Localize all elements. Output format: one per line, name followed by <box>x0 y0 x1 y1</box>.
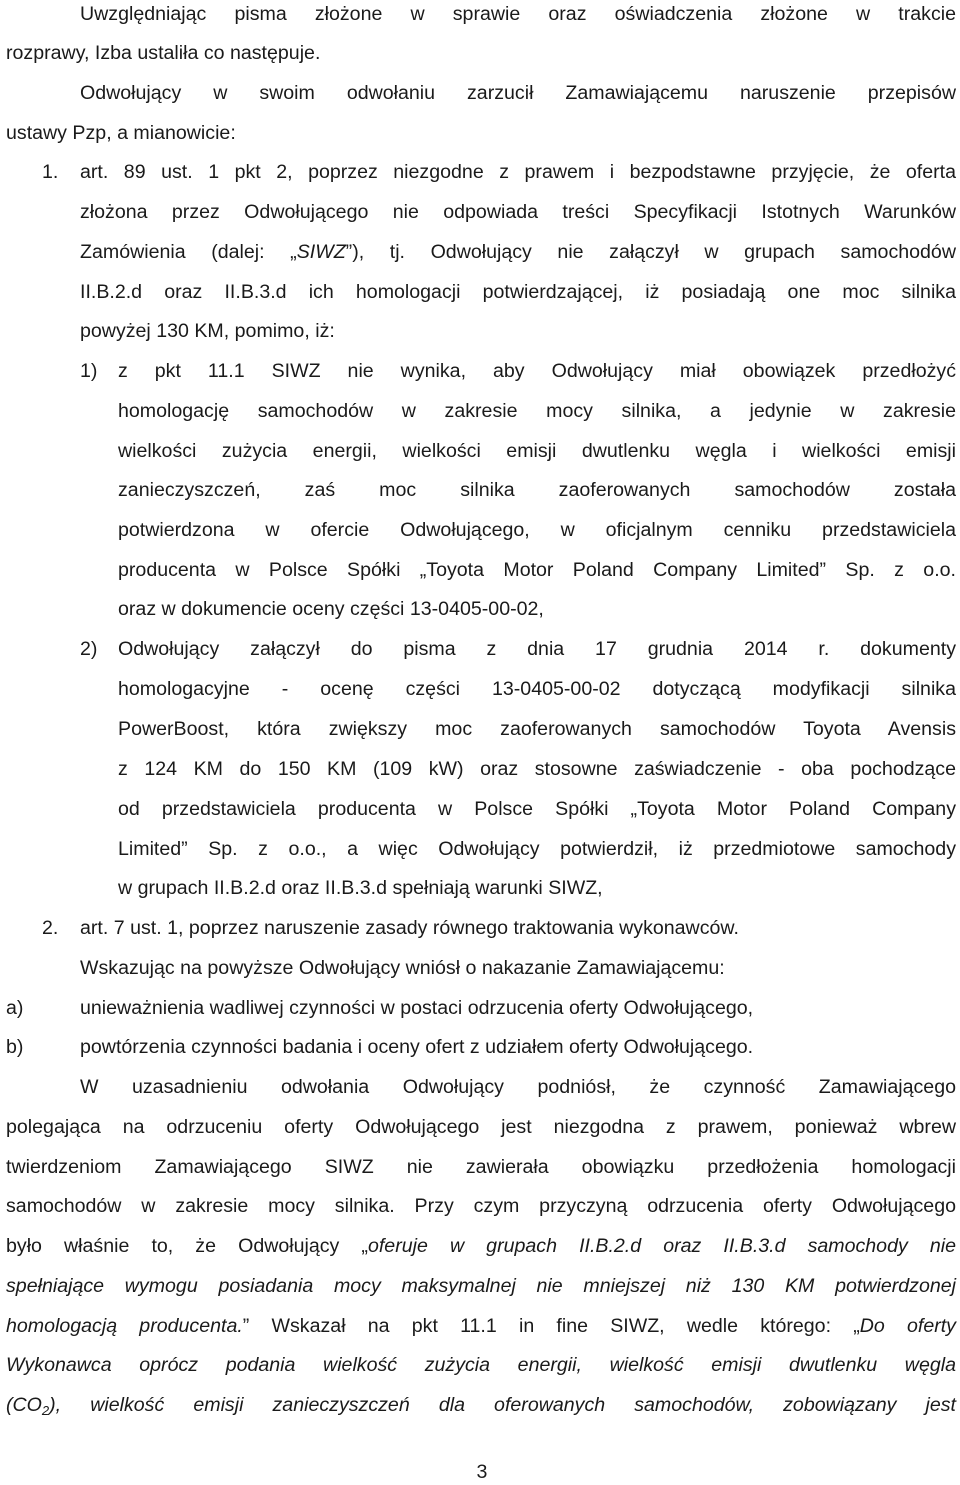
paragraph-line: ustawy Pzp, a mianowicie: <box>6 122 236 144</box>
sub-list-line: z 124 KM do 150 KM (109 kW) oraz stosowne zaświadczenie - oba pochodzące <box>118 758 956 780</box>
text-run: było właśnie to, że Odwołujący „ <box>6 1235 368 1257</box>
text-run: (CO <box>6 1394 42 1416</box>
list-item <box>0 159 960 185</box>
quote-italic: Wykonawca oprócz podania wielkość zużycia energii, wielkość emisji dwutlenku węgla <box>6 1354 956 1376</box>
page-number: 3 <box>476 1461 488 1483</box>
sub-list-number: 1) <box>80 360 98 382</box>
request-item-b <box>0 1034 960 1060</box>
request-item-a <box>0 995 960 1021</box>
quote-italic <box>6 1394 956 1416</box>
quote-italic: Do oferty <box>859 1315 956 1337</box>
paragraph-line <box>6 1392 956 1418</box>
list-item-line: złożona przez Odwołującego nie odpowiada treści Specyfikacji Istotnych Warunków <box>80 201 956 223</box>
siwz-italic: SIWZ <box>296 241 346 263</box>
sub-list-text: z pkt 11.1 SIWZ nie wynika, aby Odwołujący miał obowiązek przedłożyć <box>118 360 956 382</box>
sub-list-text: Odwołujący załączył do pisma z dnia 17 grudnia 2014 r. dokumenty <box>118 638 956 660</box>
sub-list-line: oraz w dokumencie oceny części 13-0405-00-02, <box>118 598 544 620</box>
sub-list-line: w grupach II.B.2.d oraz II.B.3.d spełniają warunki SIWZ, <box>118 877 603 899</box>
list-number: 2. <box>42 917 59 939</box>
quote-italic: spełniające wymogu posiadania mocy maksymalnej nie mniejszej niż 130 KM potwierdzonej <box>6 1275 956 1297</box>
request-text: powtórzenia czynności badania i oceny ofert z udziałem oferty Odwołującego. <box>80 1036 754 1058</box>
request-label: a) <box>6 997 24 1019</box>
list-item-line: II.B.2.d oraz II.B.3.d ich homologacji potwierdzającej, iż posiadają one moc silnika <box>80 281 956 303</box>
sub-list-line: PowerBoost, która zwiększy moc zaoferowanych samochodów Toyota Avensis <box>118 718 956 740</box>
paragraph-line <box>6 1352 956 1378</box>
paragraph-line: Odwołujący w swoim odwołaniu zarzucił Zamawiającemu naruszenie przepisów <box>80 82 956 104</box>
paragraph-line: twierdzeniom Zamawiającego SIWZ nie zawierała obowiązku przedłożenia homologacji <box>6 1156 956 1178</box>
sub-list-number: 2) <box>80 638 98 660</box>
list-number: 1. <box>42 161 59 183</box>
sub-list-item <box>0 358 960 384</box>
list-item-text: art. 89 ust. 1 pkt 2, poprzez niezgodne z prawem i bezpodstawne przyjęcie, że oferta <box>80 161 956 183</box>
quote-italic: oferuje w grupach II.B.2.d oraz II.B.3.d samochody nie <box>367 1235 956 1257</box>
text-run: Zamówienia (dalej: „ <box>80 241 297 263</box>
paragraph-line: rozprawy, Izba ustaliła co następuje. <box>6 42 321 64</box>
sub-list-line: zanieczyszczeń, zaś moc silnika zaoferowanych samochodów została <box>118 479 956 501</box>
sub-list-line: producenta w Polsce Spółki „Toyota Motor Poland Company Limited” Sp. z o.o. <box>118 559 956 581</box>
list-item-line <box>80 239 956 265</box>
paragraph-line: Uwzględniając pisma złożone w sprawie oraz oświadczenia złożone w trakcie <box>80 3 956 25</box>
paragraph-line: W uzasadnieniu odwołania Odwołujący podniósł, że czynność Zamawiającego <box>80 1076 956 1098</box>
text-run: ” Wskazał na pkt 11.1 in fine SIWZ, wedle którego: „ <box>242 1315 860 1337</box>
request-text: unieważnienia wadliwej czynności w postaci odrzucenia oferty Odwołującego, <box>80 997 754 1019</box>
paragraph-line <box>6 1233 956 1259</box>
sub-list-line: wielkości zużycia energii, wielkości emisji dwutlenku węgla i wielkości emisji <box>118 440 956 462</box>
request-label: b) <box>6 1036 24 1058</box>
paragraph-line: polegająca na odrzuceniu oferty Odwołującego jest niezgodna z prawem, ponieważ wbrew <box>6 1116 956 1138</box>
paragraph-line <box>6 1313 956 1339</box>
quote-italic: homologacją producenta. <box>6 1315 243 1337</box>
sub-list-line: potwierdzona w ofercie Odwołującego, w oficjalnym cenniku przedstawiciela <box>118 519 956 541</box>
paragraph-line: samochodów w zakresie mocy silnika. Przy czym przyczyną odrzucenia oferty Odwołującego <box>6 1195 956 1217</box>
paragraph-line: Wskazując na powyższe Odwołujący wniósł o nakazanie Zamawiającemu: <box>80 957 725 979</box>
paragraph-line <box>6 1273 956 1299</box>
subscript: 2 <box>41 1403 50 1418</box>
sub-list-line: od przedstawiciela producenta w Polsce Spółki „Toyota Motor Poland Company <box>118 798 956 820</box>
sub-list-item <box>0 636 960 662</box>
list-item-text: art. 7 ust. 1, poprzez naruszenie zasady równego traktowania wykonawców. <box>80 917 739 939</box>
sub-list-line: Limited” Sp. z o.o., a więc Odwołujący potwierdził, iż przedmiotowe samochody <box>118 838 956 860</box>
sub-list-line: homologacyjne - ocenę części 13-0405-00-02 dotyczącą modyfikacji silnika <box>118 678 956 700</box>
list-item <box>0 915 960 941</box>
text-run: ), wielkość emisji zanieczyszczeń dla oferowanych samochodów, zobowiązany jest <box>49 1394 956 1416</box>
sub-list-line: homologację samochodów w zakresie mocy silnika, a jedynie w zakresie <box>118 400 956 422</box>
text-run: ”), tj. Odwołujący nie załączył w grupach samochodów <box>345 241 956 263</box>
list-item-line: powyżej 130 KM, pomimo, iż: <box>80 320 335 342</box>
